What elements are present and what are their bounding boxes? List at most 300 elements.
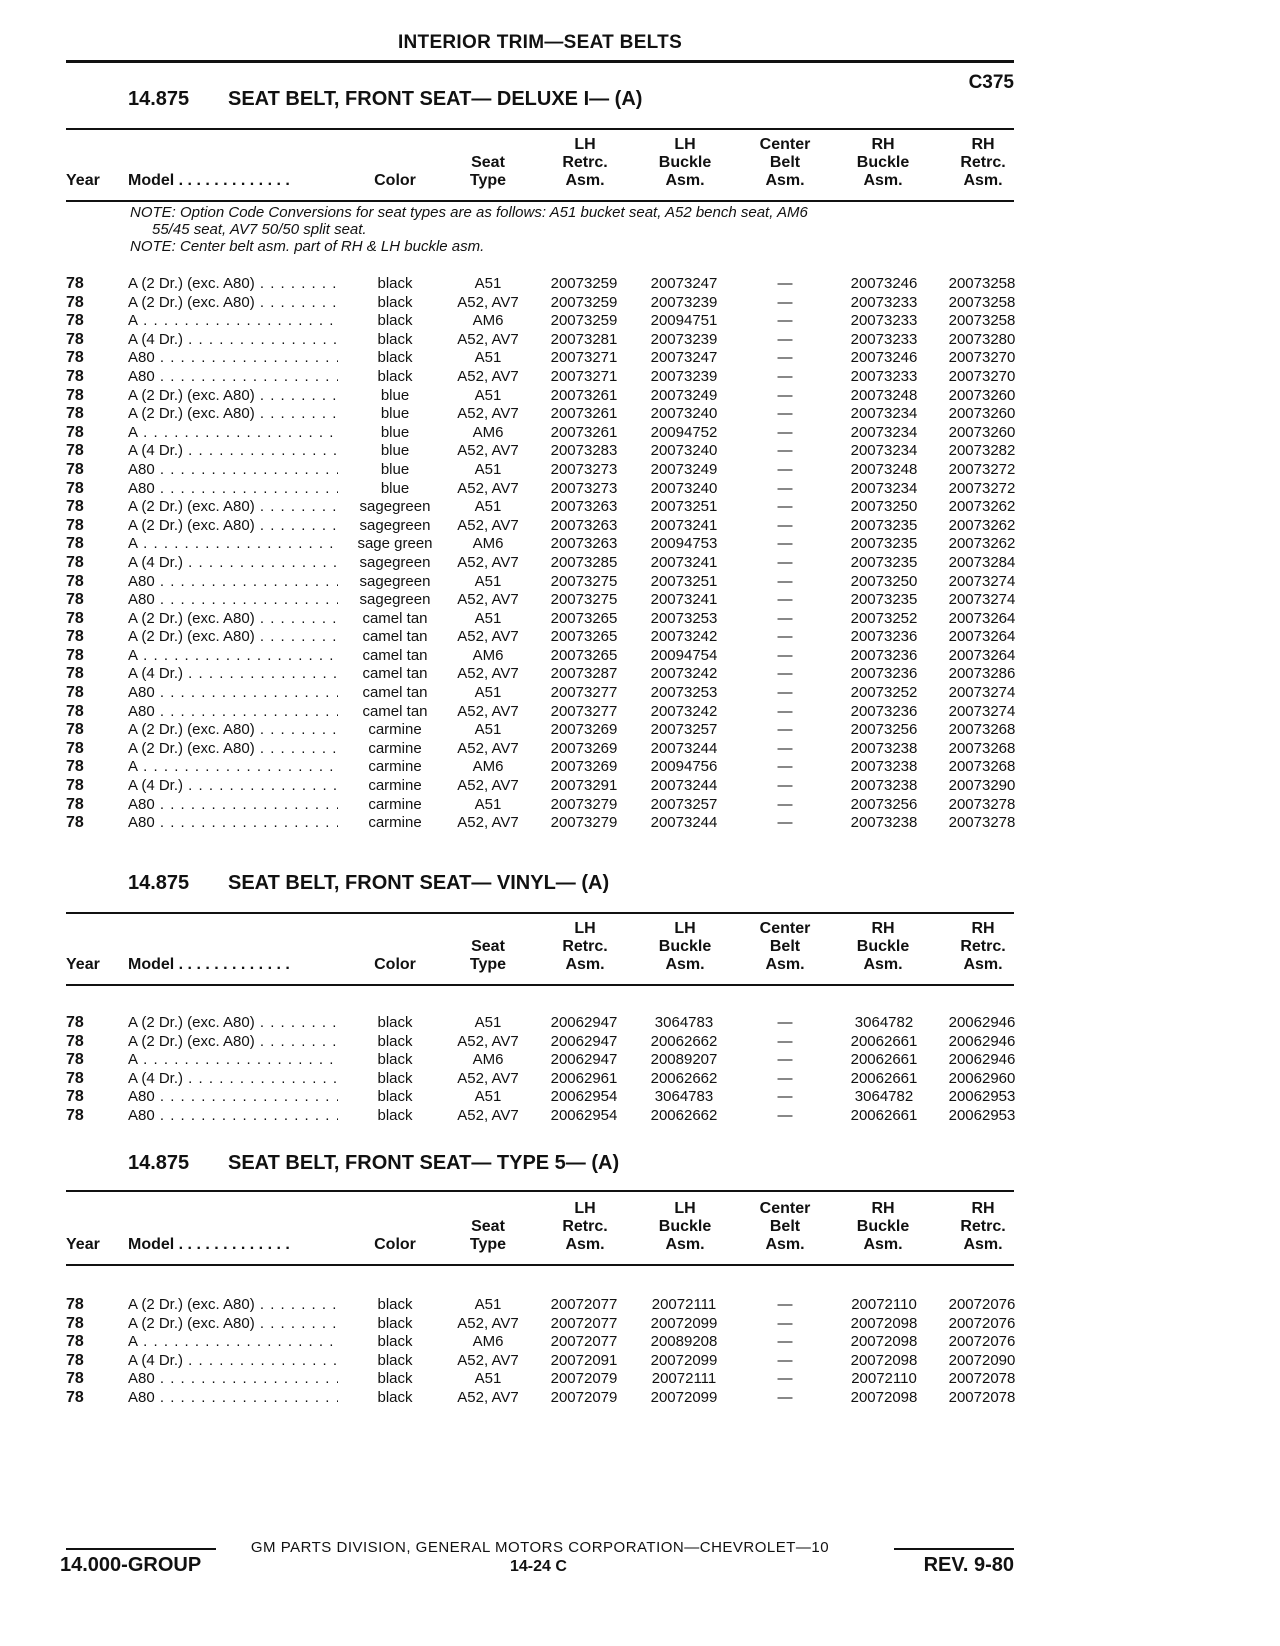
lh-retrc-cell: 20073271 — [550, 367, 618, 385]
center-belt-cell: — — [777, 684, 793, 702]
lh-buckle-cell: 20073241 — [650, 553, 718, 571]
lh-buckle-cell: 20072111 — [651, 1370, 717, 1388]
color-cell: black — [377, 1051, 413, 1069]
lh-buckle-cell: 20073241 — [650, 591, 718, 609]
rh-retrc-cell: 20062946 — [948, 1014, 1016, 1031]
table-row — [0, 554, 1280, 573]
table-body — [0, 275, 1280, 833]
lh-retrc-cell: 20073263 — [550, 498, 618, 516]
model-cell: A80 . . . — [128, 796, 338, 815]
header-rh-buckle: RH Buckle Asm. — [856, 136, 910, 189]
table-row — [0, 535, 1280, 554]
seat-type-cell: A52, AV7 — [457, 665, 519, 683]
table-row — [0, 461, 1280, 480]
rh-buckle-cell: 20073246 — [850, 349, 918, 367]
year-cell: 78 — [66, 572, 84, 590]
seat-type-cell: A52, AV7 — [457, 702, 519, 720]
seat-type-cell: A52, AV7 — [457, 367, 519, 385]
model-cell: A80 . . . — [128, 591, 338, 610]
table-row — [0, 1088, 1280, 1107]
center-belt-cell: — — [777, 1069, 793, 1087]
seat-type-cell: A51 — [474, 721, 502, 739]
rh-retrc-cell: 20073270 — [948, 349, 1016, 367]
rh-buckle-cell: 3064782 — [854, 1014, 914, 1031]
lh-buckle-cell: 20073249 — [650, 460, 718, 478]
rh-buckle-cell: 20073234 — [850, 405, 918, 423]
rh-retrc-cell: 20073258 — [948, 312, 1016, 330]
model-cell: A (2 Dr.) (exc. A80) . . . — [128, 517, 338, 536]
header-model: Model . . . . . . . . . . . . . — [128, 956, 290, 973]
table-row — [0, 796, 1280, 815]
table-header-rule — [66, 1264, 1014, 1266]
year-cell: 78 — [66, 628, 84, 646]
color-cell: sagegreen — [359, 553, 431, 571]
rh-retrc-cell: 20073270 — [948, 367, 1016, 385]
lh-buckle-cell: 20062662 — [650, 1032, 718, 1050]
model-cell: A80 . . . — [128, 1088, 338, 1107]
color-cell: carmine — [368, 777, 422, 795]
rh-retrc-cell: 20073264 — [948, 646, 1016, 664]
lh-retrc-cell: 20073269 — [550, 758, 618, 776]
center-belt-cell: — — [777, 1296, 793, 1313]
color-cell: camel tan — [362, 684, 428, 702]
lh-buckle-cell: 20073240 — [650, 479, 718, 497]
rh-retrc-cell: 20072076 — [948, 1314, 1016, 1332]
year-cell: 78 — [66, 293, 84, 311]
table-row — [0, 480, 1280, 499]
table-row — [0, 1033, 1280, 1052]
seat-type-cell: A51 — [474, 684, 502, 702]
center-belt-cell: — — [777, 1333, 793, 1351]
rh-buckle-cell: 20073236 — [850, 702, 918, 720]
lh-retrc-cell: 20073265 — [550, 609, 618, 627]
lh-retrc-cell: 20072077 — [550, 1314, 618, 1332]
note-option-codes-cont: 55/45 seat, AV7 50/50 split seat. — [152, 221, 367, 238]
table-row — [0, 703, 1280, 722]
section-title — [128, 88, 642, 111]
color-cell: black — [377, 1106, 413, 1124]
seat-type-cell: A51 — [474, 609, 502, 627]
year-cell: 78 — [66, 814, 84, 832]
lh-buckle-cell: 20073241 — [650, 516, 718, 534]
rh-buckle-cell: 20072098 — [850, 1351, 918, 1369]
table-row — [0, 275, 1280, 294]
header-year: Year — [66, 1236, 100, 1253]
lh-buckle-cell: 20072099 — [650, 1351, 718, 1369]
lh-retrc-cell: 20073261 — [550, 386, 618, 404]
table-row — [0, 1333, 1280, 1352]
rh-buckle-cell: 20073234 — [850, 442, 918, 460]
year-cell: 78 — [66, 721, 84, 739]
model-cell: A80 . . . — [128, 368, 338, 387]
page-code: C375 — [968, 72, 1014, 93]
table-row — [0, 573, 1280, 592]
seat-type-cell: A51 — [474, 795, 502, 813]
table-body — [0, 1296, 1280, 1408]
model-cell: A (4 Dr.) . . . — [128, 331, 338, 350]
year-cell: 78 — [66, 795, 84, 813]
lh-buckle-cell: 20094752 — [650, 423, 718, 441]
model-cell: A (2 Dr.) (exc. A80) . . . — [128, 610, 338, 629]
color-cell: black — [377, 1314, 413, 1332]
lh-buckle-cell: 20072111 — [651, 1296, 717, 1313]
year-cell: 78 — [66, 777, 84, 795]
rh-retrc-cell: 20062960 — [948, 1069, 1016, 1087]
table-row — [0, 1389, 1280, 1408]
model-cell: A80 . . . — [128, 814, 338, 833]
center-belt-cell: — — [777, 646, 793, 664]
rh-retrc-cell: 20062953 — [948, 1088, 1016, 1106]
color-cell: black — [377, 1333, 413, 1351]
section-title-text: SEAT BELT, FRONT SEAT— DELUXE I— (A) — [228, 88, 643, 110]
lh-buckle-cell: 20073240 — [650, 442, 718, 460]
center-belt-cell: — — [777, 721, 793, 739]
table-row — [0, 740, 1280, 759]
seat-type-cell: A52, AV7 — [457, 516, 519, 534]
rh-buckle-cell: 20072098 — [850, 1333, 918, 1351]
center-belt-cell: — — [777, 591, 793, 609]
year-cell: 78 — [66, 1333, 84, 1351]
center-belt-cell: — — [777, 516, 793, 534]
year-cell: 78 — [66, 1106, 84, 1124]
page-title: INTERIOR TRIM—SEAT BELTS — [397, 32, 683, 53]
lh-buckle-cell: 20073253 — [650, 609, 718, 627]
rh-buckle-cell: 20073233 — [850, 367, 918, 385]
rh-retrc-cell: 20073258 — [948, 293, 1016, 311]
lh-buckle-cell: 20094751 — [650, 312, 718, 330]
lh-retrc-cell: 20062954 — [550, 1088, 618, 1106]
model-cell: A (4 Dr.) . . . — [128, 442, 338, 461]
rh-buckle-cell: 20073236 — [850, 665, 918, 683]
lh-buckle-cell: 20094756 — [650, 758, 718, 776]
seat-type-cell: A52, AV7 — [457, 553, 519, 571]
table-row — [0, 591, 1280, 610]
lh-retrc-cell: 20073279 — [550, 795, 618, 813]
center-belt-cell: — — [777, 479, 793, 497]
lh-retrc-cell: 20073283 — [550, 442, 618, 460]
color-cell: black — [377, 1351, 413, 1369]
rh-buckle-cell: 20073236 — [850, 628, 918, 646]
year-cell: 78 — [66, 702, 84, 720]
year-cell: 78 — [66, 646, 84, 664]
rh-buckle-cell: 20072098 — [850, 1388, 918, 1406]
year-cell: 78 — [66, 349, 84, 367]
header-seat-type: Seat Type — [469, 938, 507, 973]
model-cell: A80 . . . — [128, 461, 338, 480]
rh-retrc-cell: 20073260 — [948, 405, 1016, 423]
table-row — [0, 1107, 1280, 1126]
rh-buckle-cell: 20073234 — [850, 479, 918, 497]
model-cell: A (4 Dr.) . . . — [128, 1070, 338, 1089]
color-cell: black — [377, 293, 413, 311]
lh-buckle-cell: 20062662 — [650, 1106, 718, 1124]
rh-buckle-cell: 20073256 — [850, 795, 918, 813]
model-cell: A80 . . . — [128, 573, 338, 592]
year-cell: 78 — [66, 1032, 84, 1050]
model-cell: A (2 Dr.) (exc. A80) . . . — [128, 1315, 338, 1334]
rh-buckle-cell: 20073250 — [850, 498, 918, 516]
center-belt-cell: — — [777, 349, 793, 367]
center-belt-cell: — — [777, 312, 793, 330]
rh-buckle-cell: 20073233 — [850, 293, 918, 311]
header-seat-type: Seat Type — [469, 154, 507, 189]
color-cell: carmine — [368, 814, 422, 832]
table-row — [0, 721, 1280, 740]
table-row — [0, 684, 1280, 703]
year-cell: 78 — [66, 312, 84, 330]
lh-buckle-cell: 20062662 — [650, 1069, 718, 1087]
model-cell: A (2 Dr.) (exc. A80) . . . — [128, 405, 338, 424]
header-seat-type: Seat Type — [469, 1218, 507, 1253]
center-belt-cell: — — [777, 293, 793, 311]
rh-buckle-cell: 20073248 — [850, 460, 918, 478]
rh-buckle-cell: 20073252 — [850, 684, 918, 702]
year-cell: 78 — [66, 1088, 84, 1106]
lh-retrc-cell: 20062954 — [550, 1106, 618, 1124]
model-cell: A (2 Dr.) (exc. A80) . . . — [128, 498, 338, 517]
lh-retrc-cell: 20072079 — [550, 1370, 618, 1388]
table-row — [0, 387, 1280, 406]
year-cell: 78 — [66, 1014, 84, 1031]
color-cell: black — [377, 275, 413, 292]
center-belt-cell: — — [777, 814, 793, 832]
center-belt-cell: — — [777, 758, 793, 776]
model-cell: A . . . — [128, 758, 338, 777]
section-title — [128, 872, 609, 895]
rh-retrc-cell: 20072078 — [948, 1370, 1016, 1388]
model-cell: A . . . — [128, 647, 338, 666]
center-belt-cell: — — [777, 1314, 793, 1332]
footer-page-number: 14-24 C — [510, 1558, 567, 1575]
model-cell: A (2 Dr.) (exc. A80) . . . — [128, 1014, 338, 1033]
table-row — [0, 1051, 1280, 1070]
lh-retrc-cell: 20073287 — [550, 665, 618, 683]
rh-retrc-cell: 20073272 — [948, 479, 1016, 497]
lh-buckle-cell: 3064783 — [654, 1088, 714, 1106]
table-row — [0, 517, 1280, 536]
model-cell: A80 . . . — [128, 1107, 338, 1126]
table-row — [0, 1070, 1280, 1089]
table-row — [0, 1014, 1280, 1033]
lh-retrc-cell: 20073269 — [550, 739, 618, 757]
center-belt-cell: — — [777, 423, 793, 441]
lh-buckle-cell: 20073240 — [650, 405, 718, 423]
seat-type-cell: A52, AV7 — [457, 628, 519, 646]
seat-type-cell: A52, AV7 — [457, 1314, 519, 1332]
color-cell: camel tan — [362, 665, 428, 683]
rh-buckle-cell: 20073246 — [850, 275, 918, 292]
lh-buckle-cell: 20073244 — [650, 777, 718, 795]
center-belt-cell: — — [777, 535, 793, 553]
rh-retrc-cell: 20073280 — [948, 330, 1016, 348]
model-cell: A80 . . . — [128, 480, 338, 499]
seat-type-cell: A52, AV7 — [457, 330, 519, 348]
color-cell: black — [377, 367, 413, 385]
color-cell: black — [377, 1032, 413, 1050]
seat-type-cell: A52, AV7 — [457, 442, 519, 460]
header-rh-retrc: RH Retrc. Asm. — [960, 136, 1006, 189]
lh-retrc-cell: 20073291 — [550, 777, 618, 795]
header-rh-buckle: RH Buckle Asm. — [856, 920, 910, 973]
seat-type-cell: A51 — [474, 275, 502, 292]
color-cell: sagegreen — [359, 572, 431, 590]
lh-retrc-cell: 20073277 — [550, 684, 618, 702]
color-cell: sagegreen — [359, 516, 431, 534]
model-cell: A (4 Dr.) . . . — [128, 554, 338, 573]
seat-type-cell: A51 — [474, 349, 502, 367]
lh-buckle-cell: 20073239 — [650, 293, 718, 311]
center-belt-cell: — — [777, 665, 793, 683]
year-cell: 78 — [66, 1069, 84, 1087]
color-cell: black — [377, 330, 413, 348]
year-cell: 78 — [66, 739, 84, 757]
table-row — [0, 368, 1280, 387]
center-belt-cell: — — [777, 1351, 793, 1369]
year-cell: 78 — [66, 553, 84, 571]
center-belt-cell: — — [777, 1032, 793, 1050]
section-title-text: SEAT BELT, FRONT SEAT— TYPE 5— (A) — [228, 1152, 620, 1174]
seat-type-cell: A52, AV7 — [457, 1106, 519, 1124]
header-year: Year — [66, 172, 100, 189]
rh-retrc-cell: 20072078 — [948, 1388, 1016, 1406]
rh-retrc-cell: 20073264 — [948, 628, 1016, 646]
lh-retrc-cell: 20073273 — [550, 460, 618, 478]
color-cell: carmine — [368, 721, 422, 739]
center-belt-cell: — — [777, 1106, 793, 1124]
lh-retrc-cell: 20073259 — [550, 312, 618, 330]
footer-line: GM PARTS DIVISION, GENERAL MOTORS CORPORATION—CHEVROLET—10 — [66, 1539, 1014, 1556]
table-row — [0, 610, 1280, 629]
color-cell: carmine — [368, 758, 422, 776]
table-row — [0, 758, 1280, 777]
year-cell: 78 — [66, 423, 84, 441]
rh-retrc-cell: 20073278 — [948, 795, 1016, 813]
note-center-belt: NOTE: Center belt asm. part of RH & LH buckle asm. — [130, 238, 485, 255]
rh-buckle-cell: 20062661 — [850, 1106, 918, 1124]
seat-type-cell: AM6 — [472, 1333, 504, 1351]
center-belt-cell: — — [777, 386, 793, 404]
lh-retrc-cell: 20073263 — [550, 535, 618, 553]
seat-type-cell: A52, AV7 — [457, 1032, 519, 1050]
seat-type-cell: A52, AV7 — [457, 739, 519, 757]
rh-buckle-cell: 20062661 — [850, 1069, 918, 1087]
table-row — [0, 1315, 1280, 1334]
model-cell: A80 . . . — [128, 684, 338, 703]
header-center-belt: Center Belt Asm. — [759, 136, 811, 189]
rh-retrc-cell: 20062946 — [948, 1051, 1016, 1069]
year-cell: 78 — [66, 367, 84, 385]
center-belt-cell: — — [777, 1088, 793, 1106]
lh-buckle-cell: 20073247 — [650, 275, 718, 292]
center-belt-cell: — — [777, 1051, 793, 1069]
lh-buckle-cell: 20073251 — [650, 498, 718, 516]
table-row — [0, 814, 1280, 833]
color-cell: blue — [380, 386, 410, 404]
model-cell: A80 . . . — [128, 1389, 338, 1408]
center-belt-cell: — — [777, 795, 793, 813]
model-cell: A . . . — [128, 312, 338, 331]
lh-retrc-cell: 20073261 — [550, 423, 618, 441]
center-belt-cell: — — [777, 739, 793, 757]
year-cell: 78 — [66, 442, 84, 460]
header-model: Model . . . . . . . . . . . . . — [128, 1236, 290, 1253]
color-cell: black — [377, 1388, 413, 1406]
lh-retrc-cell: 20073279 — [550, 814, 618, 832]
year-cell: 78 — [66, 1370, 84, 1388]
rh-buckle-cell: 20072098 — [850, 1314, 918, 1332]
rh-retrc-cell: 20073262 — [948, 498, 1016, 516]
table-row — [0, 312, 1280, 331]
year-cell: 78 — [66, 479, 84, 497]
color-cell: sagegreen — [359, 591, 431, 609]
note-option-codes: NOTE: Option Code Conversions for seat types are as follows: A51 bucket seat, A52 bench seat, AM6 — [130, 204, 808, 221]
rh-retrc-cell: 20073268 — [948, 758, 1016, 776]
seat-type-cell: A52, AV7 — [457, 777, 519, 795]
lh-buckle-cell: 20073239 — [650, 367, 718, 385]
section-title — [128, 1152, 619, 1175]
year-cell: 78 — [66, 591, 84, 609]
model-cell: A . . . — [128, 1051, 338, 1070]
center-belt-cell: — — [777, 330, 793, 348]
lh-retrc-cell: 20072079 — [550, 1388, 618, 1406]
rh-retrc-cell: 20073258 — [948, 275, 1016, 292]
footer-revision: REV. 9-80 — [923, 1554, 1014, 1576]
seat-type-cell: AM6 — [472, 312, 504, 330]
table-row — [0, 442, 1280, 461]
rh-buckle-cell: 20073235 — [850, 535, 918, 553]
rh-retrc-cell: 20073274 — [948, 702, 1016, 720]
lh-retrc-cell: 20073265 — [550, 646, 618, 664]
lh-buckle-cell: 20089208 — [650, 1333, 718, 1351]
rh-retrc-cell: 20073260 — [948, 423, 1016, 441]
lh-retrc-cell: 20073263 — [550, 516, 618, 534]
seat-type-cell: A51 — [474, 1088, 502, 1106]
lh-buckle-cell: 20073244 — [650, 814, 718, 832]
lh-retrc-cell: 20073273 — [550, 479, 618, 497]
rh-buckle-cell: 20073233 — [850, 330, 918, 348]
center-belt-cell: — — [777, 553, 793, 571]
table-row — [0, 349, 1280, 368]
color-cell: blue — [380, 423, 410, 441]
table-header-rule — [66, 984, 1014, 986]
center-belt-cell: — — [777, 367, 793, 385]
rh-retrc-cell: 20073286 — [948, 665, 1016, 683]
center-belt-cell: — — [777, 628, 793, 646]
year-cell: 78 — [66, 535, 84, 553]
model-cell: A (2 Dr.) (exc. A80) . . . — [128, 387, 338, 406]
year-cell: 78 — [66, 516, 84, 534]
header-lh-retrc: LH Retrc. Asm. — [562, 920, 608, 973]
year-cell: 78 — [66, 460, 84, 478]
center-belt-cell: — — [777, 609, 793, 627]
year-cell: 78 — [66, 498, 84, 516]
lh-buckle-cell: 20072099 — [650, 1388, 718, 1406]
rh-retrc-cell: 20062946 — [948, 1032, 1016, 1050]
color-cell: black — [377, 1370, 413, 1388]
table-row — [0, 294, 1280, 313]
model-cell: A . . . — [128, 535, 338, 554]
lh-retrc-cell: 20073271 — [550, 349, 618, 367]
seat-type-cell: AM6 — [472, 758, 504, 776]
color-cell: camel tan — [362, 628, 428, 646]
lh-buckle-cell: 20089207 — [650, 1051, 718, 1069]
year-cell: 78 — [66, 1388, 84, 1406]
color-cell: blue — [380, 405, 410, 423]
rh-buckle-cell: 20073238 — [850, 758, 918, 776]
lh-retrc-cell: 20073275 — [550, 572, 618, 590]
center-belt-cell: — — [777, 572, 793, 590]
color-cell: blue — [380, 442, 410, 460]
